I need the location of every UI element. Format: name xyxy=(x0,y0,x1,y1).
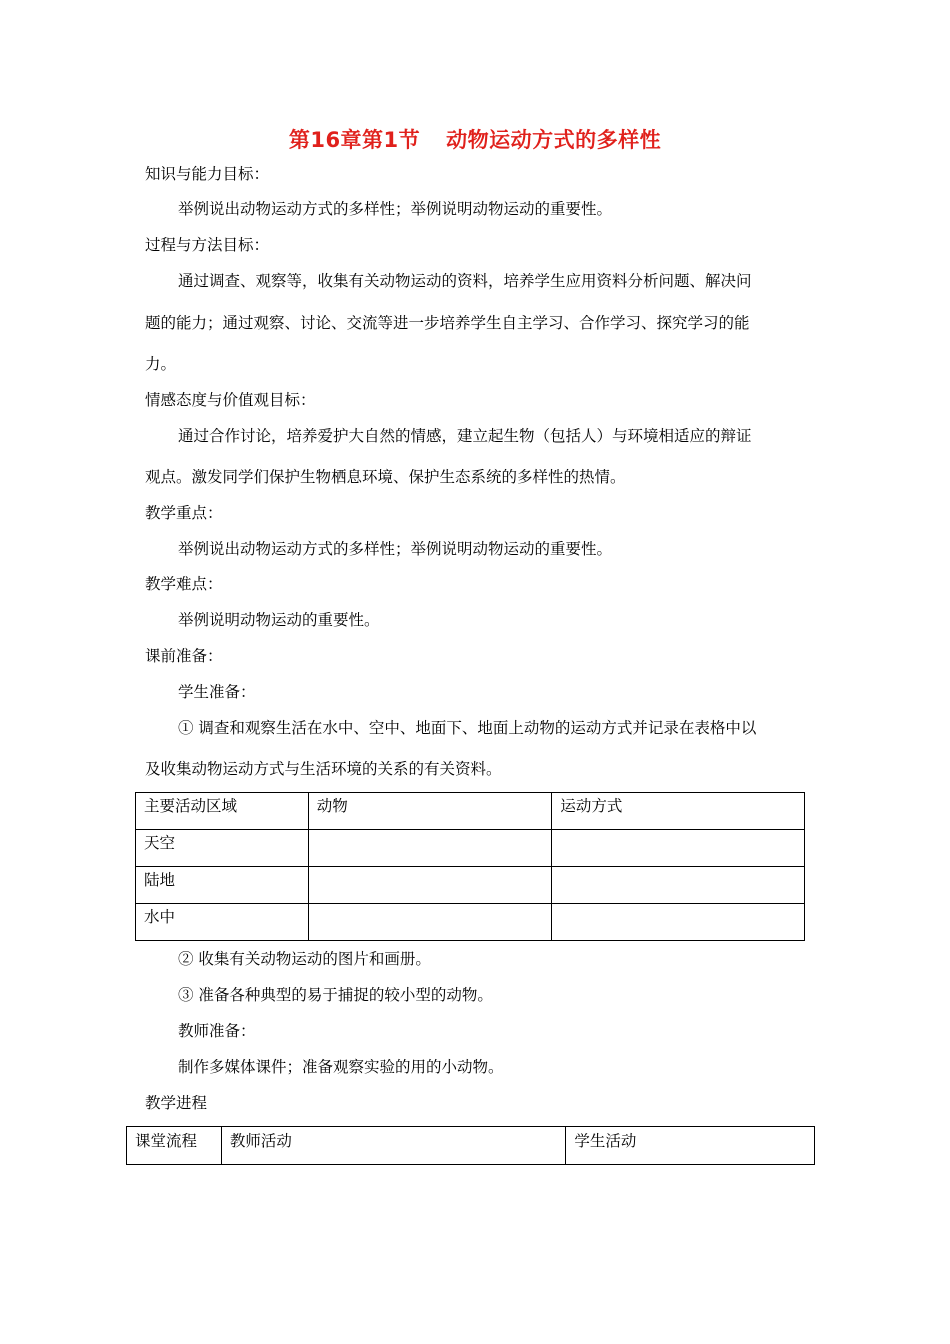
title-topic: 动物运动方式的多样性 xyxy=(446,128,662,152)
prep-item-2: ② 收集有关动物运动的图片和画册。 xyxy=(178,950,431,968)
process-line-2: 题的能力；通过观察、讨论、交流等进一步培养学生自主学习、合作学习、探究学习的能 xyxy=(145,314,750,332)
student-prep-heading: 学生准备： xyxy=(178,683,256,701)
teacher-prep-heading: 教师准备： xyxy=(178,1022,256,1040)
emotion-line-1: 通过合作讨论，培养爱护大自然的情感，建立起生物（包括人）与环境相适应的辩证 xyxy=(178,427,752,445)
process-line-3: 力。 xyxy=(145,355,177,373)
cell-area: 水中 xyxy=(136,904,309,941)
header-flow: 课堂流程 xyxy=(127,1127,222,1165)
table-header-row xyxy=(127,1127,815,1165)
process-line-1: 通过调查、观察等，收集有关动物运动的资料，培养学生应用资料分析问题、解决问 xyxy=(178,272,752,290)
header-animal: 动物 xyxy=(308,793,552,830)
prep-item-3: ③ 准备各种典型的易于捕捉的较小型的动物。 xyxy=(178,986,493,1004)
cell-animal xyxy=(308,830,552,867)
cell-area: 陆地 xyxy=(136,867,309,904)
cell-movement xyxy=(552,867,805,904)
emotion-heading: 情感态度与价值观目标： xyxy=(145,391,316,409)
prep-item-1-line-2: 及收集动物运动方式与生活环境的关系的有关资料。 xyxy=(145,760,502,778)
key-text: 举例说出动物运动方式的多样性；举例说明动物运动的重要性。 xyxy=(178,540,613,558)
prep-item-1-line-1: ① 调查和观察生活在水中、空中、地面下、地面上动物的运动方式并记录在表格中以 xyxy=(178,719,757,737)
knowledge-heading: 知识与能力目标： xyxy=(145,165,270,183)
table-row xyxy=(136,904,805,941)
page-title xyxy=(0,124,950,154)
prep-heading: 课前准备： xyxy=(145,647,223,665)
table-row xyxy=(136,867,805,904)
table-row xyxy=(136,830,805,867)
header-area: 主要活动区域 xyxy=(136,793,309,830)
header-teacher: 教师活动 xyxy=(221,1127,565,1165)
activity-table xyxy=(135,792,805,941)
cell-animal xyxy=(308,867,552,904)
teaching-process-table xyxy=(126,1126,815,1165)
cell-area: 天空 xyxy=(136,830,309,867)
emotion-line-2: 观点。激发同学们保护生物栖息环境、保护生态系统的多样性的热情。 xyxy=(145,468,626,486)
header-student: 学生活动 xyxy=(566,1127,815,1165)
cell-movement xyxy=(552,904,805,941)
cell-animal xyxy=(308,904,552,941)
difficult-text: 举例说明动物运动的重要性。 xyxy=(178,611,380,629)
cell-movement xyxy=(552,830,805,867)
process-title: 教学进程 xyxy=(145,1094,208,1112)
teacher-prep-text: 制作多媒体课件；准备观察实验的用的小动物。 xyxy=(178,1058,504,1076)
header-movement: 运动方式 xyxy=(552,793,805,830)
title-chapter: 第16章第1节 xyxy=(288,128,421,152)
process-heading: 过程与方法目标： xyxy=(145,236,270,254)
difficult-heading: 教学难点： xyxy=(145,575,223,593)
table-header-row xyxy=(136,793,805,830)
key-heading: 教学重点： xyxy=(145,504,223,522)
knowledge-text: 举例说出动物运动方式的多样性；举例说明动物运动的重要性。 xyxy=(178,200,613,218)
